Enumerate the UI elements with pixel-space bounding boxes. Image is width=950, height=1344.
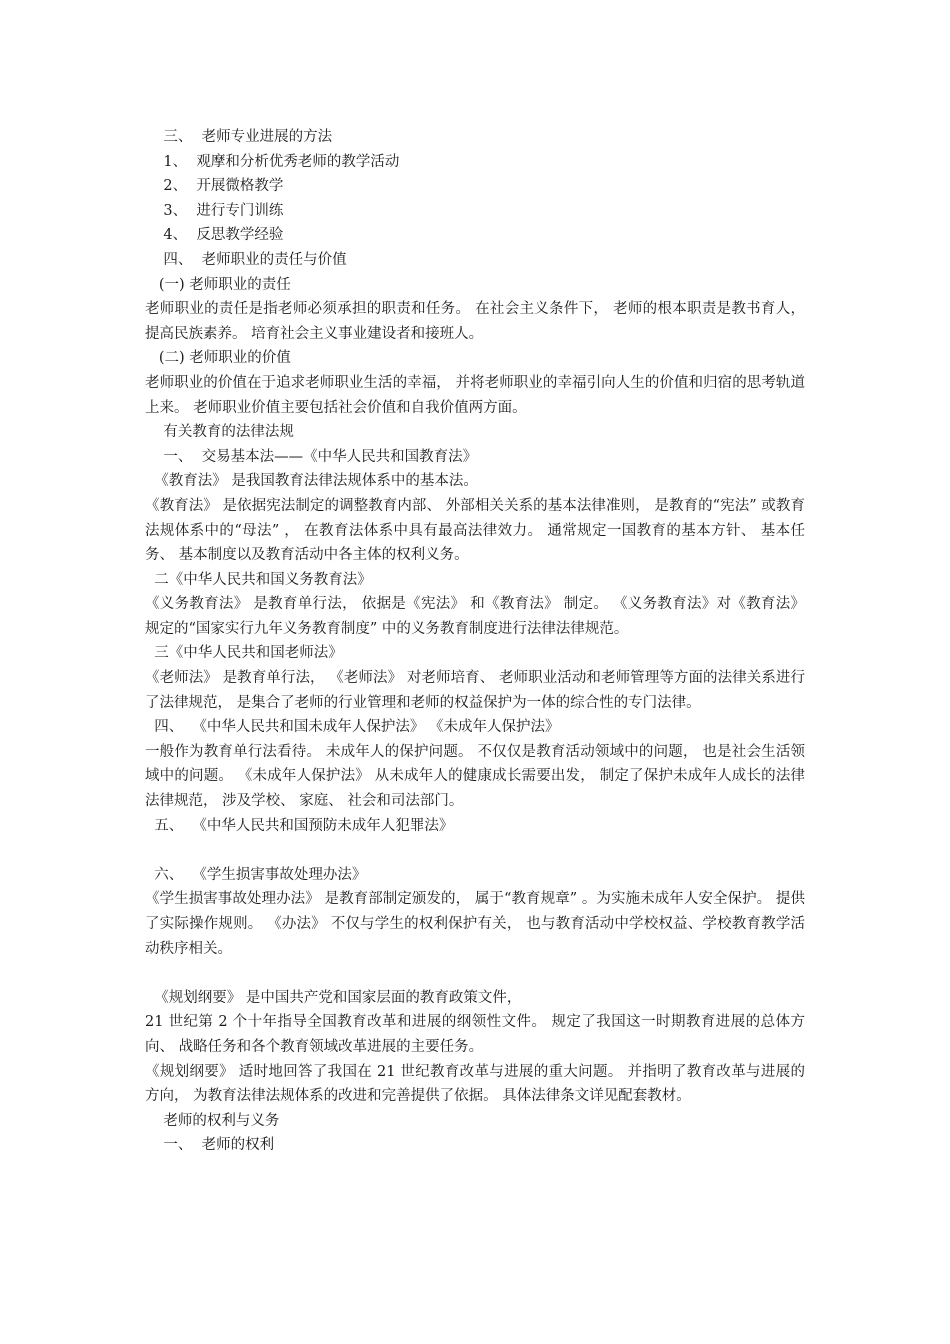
text-line: 4、 反思教学经验 <box>145 227 284 244</box>
text-line: 三《中华人民共和国老师法》 <box>145 645 343 662</box>
text-line: 一、 交易基本法——《中华人民共和国教育法》 <box>145 448 478 465</box>
text-line: 一、 老师的权利 <box>145 1137 275 1154</box>
text-line: 有关教育的法律法规 <box>145 424 294 441</box>
blank-line <box>145 961 805 986</box>
text-line: 六、 《学生损害事故处理办法》 <box>145 866 367 883</box>
paragraph: 一般作为教育单行法看待。 未成年人的保护问题。 不仅仅是教育活动领域中的问题， 也是社会生活领域中的问题。 《未成年人保护法》 从未成年人的健康成长需要出发， 制定了保护未成年人成长的法律法律规范， 涉及学校、 家庭、 社会和司法部门。 <box>145 743 805 810</box>
paragraph: 《义务教育法》 是教育单行法， 依据是《宪法》 和《教育法》 制定。 《义务教育法》对《教育法》 规定的“国家实行九年义务教育制度” 中的义务教育制度进行法律法律规范。 <box>145 596 805 637</box>
paragraph: 21 世纪第 2 个十年指导全国教育改革和进展的纲领性文件。 规定了我国这一时期教育进展的总体方向、 战略任务和各个教育领域改革进展的主要任务。 <box>145 1014 805 1055</box>
document-body <box>145 125 805 1158</box>
text-line: 三、 老师专业进展的方法 <box>145 129 333 145</box>
text-line: (一) 老师职业的责任 <box>145 276 291 293</box>
paragraph: 老师职业的责任是指老师必须承担的职责和任务。 在社会主义条件下， 老师的根本职责是教书育人， 提高民族素养。 培育社会主义事业建设者和接班人。 <box>145 301 805 342</box>
text-line: 老师的权利与义务 <box>145 1112 280 1129</box>
text-line: 《教育法》 是我国教育法律法规体系中的基本法。 <box>145 473 478 490</box>
paragraph: 《规划纲要》 适时地回答了我国在 21 世纪教育改革与进展的重大问题。 并指明了教育改革与进展的方向， 为教育法律法规体系的改进和完善提供了依据。 具体法律条文详见配套教材。 <box>145 1063 805 1105</box>
paragraph: 《学生损害事故处理办法》 是教育部制定颁发的， 属于“教育规章” 。为实施未成年人安全保护。 提供了实际操作规则。 《办法》 不仅与学生的权利保护有关， 也与教育活动中学校权益、学校教育教学活动秩序相关。 <box>145 891 805 957</box>
text-line: 五、 《中华人民共和国预防未成年人犯罪法》 <box>145 817 454 834</box>
text-line: (二) 老师职业的价值 <box>145 350 291 367</box>
paragraph: 老师职业的价值在于追求老师职业生活的幸福， 并将老师职业的幸福引向人生的价值和归宿的思考轨道上来。 老师职业价值主要包括社会价值和自我价值两方面。 <box>145 374 805 416</box>
text-line: 二《中华人民共和国义务教育法》 <box>145 571 372 588</box>
paragraph: 《教育法》 是依据宪法制定的调整教育内部、 外部相关关系的基本法律准则， 是教育的“宪法” 或教育法规体系中的“母法” ， 在教育法体系中具有最高法律效力。 通常规定一国教育的基本方针、 基本任务、 基本制度以及教育活动中各主体的权利义务。 <box>145 497 805 564</box>
text-line: 四、 《中华人民共和国未成年人保护法》 《未成年人保护法》 <box>145 719 560 736</box>
text-line: 四、 老师职业的责任与价值 <box>145 251 347 268</box>
text-line: 2、 开展微格教学 <box>145 178 284 195</box>
text-line: 1、 观摩和分析优秀老师的教学活动 <box>145 153 400 170</box>
blank-line <box>145 838 805 863</box>
text-line: 3、 进行专门训练 <box>145 202 284 219</box>
paragraph: 《老师法》 是教育单行法， 《老师法》 对老师培育、 老师职业活动和老师管理等方面的法律关系进行了法律规范， 是集合了老师的行业管理和老师的权益保护为一体的综合性的专门法律。 <box>145 670 805 711</box>
text-line: 《规划纲要》 是中国共产党和国家层面的教育政策文件， <box>145 989 522 1006</box>
